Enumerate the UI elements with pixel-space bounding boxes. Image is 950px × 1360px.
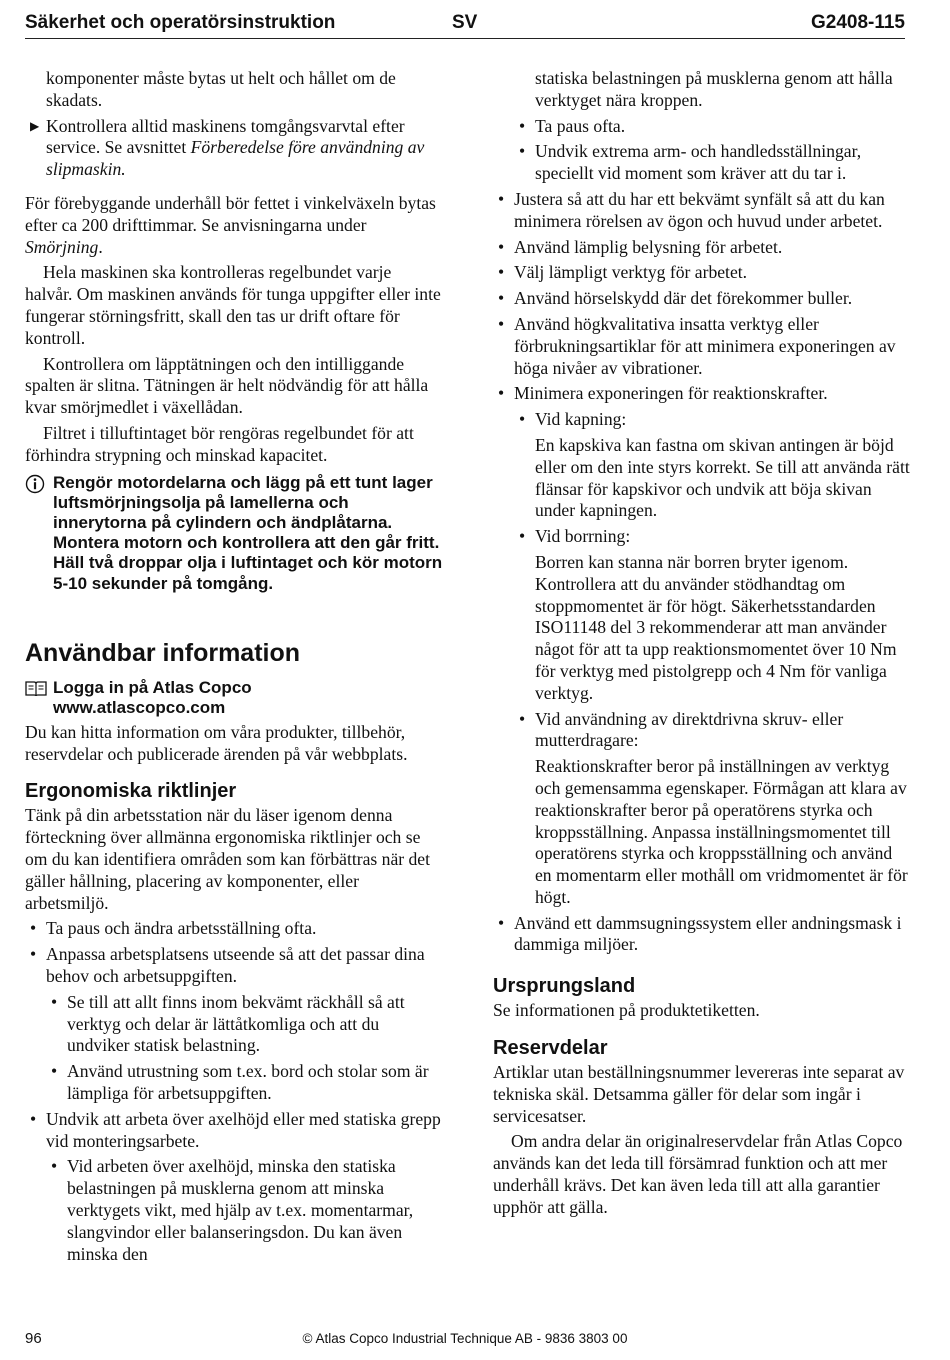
guideline-sublist <box>25 992 443 1105</box>
list-item <box>25 1061 443 1105</box>
section-heading: Ergonomiska riktlinjer <box>25 780 237 803</box>
paragraph: Artiklar utan beställningsnummer levereras inte separat av tekniska skäl. Detsamma gäller för delar som ingår i servicesatser. <box>493 1062 905 1126</box>
list-item <box>25 1109 443 1153</box>
info-note <box>25 473 443 594</box>
bullet-icon: • <box>51 1061 58 1082</box>
section-heading: Reservdelar <box>493 1037 608 1060</box>
paragraph: Se informationen på produktetiketten. <box>493 1000 760 1021</box>
info-icon <box>25 474 45 499</box>
document-title: Säkerhet och operatörsinstruktion <box>25 12 336 33</box>
bullet-icon: • <box>51 1156 58 1177</box>
list-item <box>493 409 911 431</box>
paragraph: statiska belastningen på musklerna genom att hålla verktyget nära kroppen. <box>535 68 893 110</box>
list-item-text: Ta paus och ändra arbetsställning ofta. <box>46 918 317 939</box>
list-item-text: Undvik extrema arm- och handledsställningar, speciellt vid moment som kräver att du tar i. <box>535 141 862 184</box>
paragraph-text: För förebyggande underhåll bör fettet i vinkelväxeln bytas efter ca 200 drifttimmar. Se anvisningarna under <box>25 192 436 235</box>
list-item <box>493 314 911 379</box>
list-item-text: Anpassa arbetsplatsens utseende så att det passar dina behov och arbetsuppgiften. <box>46 944 425 986</box>
instruction-text: Kontrollera alltid maskinens tomgångsvarvtal efter service. Se avsnittet <box>46 115 405 158</box>
list-item <box>493 288 911 310</box>
bullet-icon: • <box>30 1108 37 1129</box>
copyright-notice: © Atlas Copco Industrial Technique AB - 9836 3803 00 <box>302 1331 628 1346</box>
paragraph <box>25 193 443 258</box>
paragraph: Tänk på din arbetsstation när du läser igenom denna förteckning över allmänna ergonomiska riktlinjer och se om du kan identifiera områden som kan förbättras när det gäller hållning, placering av komponenter, eller arbetsmiljö. <box>25 805 431 913</box>
language-code: SV <box>452 12 478 33</box>
list-item-text: Vid borrning: <box>535 526 631 547</box>
list-item-text: Vid arbeten över axelhöjd, minska den statiska belastningen på musklerna genom att minska verktygets vikt, med hjälp av t.ex. momentarmar, slangvindor eller balanseringsdon. Du kan även minska den <box>67 1156 414 1264</box>
list-item-text: Vid användning av direktdrivna skruv- eller mutterdragare: <box>535 708 844 751</box>
bullet-icon: • <box>498 912 505 933</box>
list-item <box>493 383 911 405</box>
list-item <box>493 913 911 957</box>
section-reference: Smörjning <box>25 236 99 257</box>
list-item-text: Använd högkvalitativa insatta verktyg eller förbrukningsartiklar för att minimera exponeringen av höga nivåer av vibrationer. <box>514 313 896 378</box>
list-item <box>25 1156 443 1265</box>
guideline-list <box>493 189 911 405</box>
list-item-text: Minimera exponeringen för reaktionskrafter. <box>514 383 828 404</box>
list-item-text: Ta paus ofta. <box>535 115 626 136</box>
paragraph-text: . <box>98 236 103 257</box>
list-item <box>25 918 443 940</box>
guideline-list <box>25 1109 443 1153</box>
list-item <box>493 116 911 138</box>
paragraph: Kontrollera om läpptätningen och den intilliggande spalten är slitna. Tätningen är helt nödvändig för att hålla kvar smörjmedlet i växellådan. <box>25 353 429 418</box>
guideline-sublist <box>493 116 911 185</box>
bullet-icon: • <box>51 991 58 1012</box>
bullet-icon: • <box>498 262 505 283</box>
list-item-text: Se till att allt finns inom bekvämt räckhåll så att verktyg och delar är lättåtkomliga och att du undviker statisk belastning. <box>67 991 405 1056</box>
guideline-sublist <box>25 1156 443 1265</box>
bullet-icon: • <box>519 141 526 162</box>
paragraph: Du kan hitta information om våra produkter, tillbehör, reservdelar och publicerade ärenden på vår webbplats. <box>25 721 408 764</box>
paragraph: Hela maskinen ska kontrolleras regelbundet varje halvår. Om maskinen används för tunga uppgifter eller inte fungerar störningsfritt, skall den tas ur drift oftare för kontroll. <box>25 262 441 348</box>
list-item <box>25 992 443 1057</box>
bullet-icon: • <box>498 313 505 334</box>
list-item <box>25 944 443 988</box>
section-reference: Förberedelse före användning av slipmaskin. <box>46 137 425 180</box>
guideline-sublist <box>493 709 911 753</box>
paragraph: Filtret i tilluftintaget bör rengöras regelbundet för att förhindra strypning och minskad kapacitet. <box>25 422 414 465</box>
page-header <box>25 10 905 39</box>
paragraph: Om andra delar än originalreservdelar från Atlas Copco används kan det leda till försämrad funktion och att mer underhåll krävs. Det kan även leda till att alla garantier upphör att gälla. <box>493 1131 903 1217</box>
left-column <box>25 68 443 1269</box>
note-text: Rengör motordelarna och lägg på ett tunt lager luftsmörjningsolja på lamellerna och innerytorna på cylindern och ändplåtarna. Montera motorn och kontrollera att den går fritt. Häll två droppar olja i luftintaget och kör motorn 5-10 sekunder på tomgång. <box>53 472 443 593</box>
guideline-list <box>493 913 911 957</box>
list-item <box>493 141 911 185</box>
guideline-sublist <box>493 409 911 431</box>
bullet-icon: • <box>519 708 526 729</box>
guideline-sublist <box>493 526 911 548</box>
right-column <box>493 68 911 1223</box>
page-number: 96 <box>25 1330 42 1347</box>
bullet-icon: • <box>498 236 505 257</box>
list-item <box>493 189 911 233</box>
bullet-icon: • <box>519 115 526 136</box>
list-item <box>493 709 911 753</box>
section-heading: Användbar information <box>25 638 301 667</box>
list-item-text: Använd lämplig belysning för arbetet. <box>514 236 783 257</box>
login-reference <box>25 678 443 718</box>
book-icon <box>25 679 47 702</box>
list-item-text: Vid kapning: <box>535 409 627 430</box>
instruction-step <box>25 116 443 181</box>
list-item-text: Undvik att arbeta över axelhöjd eller med statiska grepp vid monteringsarbete. <box>46 1108 441 1151</box>
bullet-icon: • <box>519 409 526 430</box>
paragraph: Borren kan stanna när borren bryter igenom. Kontrollera att du använder stödhandtag om stoppmomentet är för högt. Säkerhetsstandarden ISO11148 del 3 rekommenderar att man använder något för att ta upp reaktionsmomentet över 10 Nm för verktyg med pistolgrepp och 4 Nm för vanliga verktyg. <box>535 551 897 703</box>
document-code: G2408-115 <box>810 12 905 33</box>
list-item <box>493 526 911 548</box>
list-item-text: Använd utrustning som t.ex. bord och stolar som är lämpliga för arbetsuppgiften. <box>67 1061 429 1103</box>
bullet-icon: • <box>498 288 505 309</box>
bullet-icon: • <box>30 918 37 939</box>
bullet-icon: • <box>30 944 37 965</box>
paragraph: komponenter måste bytas ut helt och hållet om de skadats. <box>46 68 396 110</box>
list-item-text: Använd hörselskydd där det förekommer buller. <box>514 288 853 309</box>
guideline-list <box>25 918 443 987</box>
login-text: Logga in på Atlas Copco <box>53 677 252 697</box>
paragraph: Reaktionskrafter beror på inställningen av verktyg och gemensamma egenskaper. Förmågan att klara av reaktionskrafter beror på operatörens styrka och kroppsställning. Anpassa inställningsmomentet till operatörens styrka och kroppsställning och använd en momentarm eller mothåll om vridmomentet är för högt. <box>535 756 908 907</box>
list-item-text: Välj lämpligt verktyg för arbetet. <box>514 262 748 283</box>
website-link[interactable]: www.atlascopco.com <box>53 697 226 717</box>
list-item-text: Använd ett dammsugningssystem eller andningsmask i dammiga miljöer. <box>514 912 902 955</box>
paragraph: En kapskiva kan fastna om skivan antingen är böjd eller om den inte styrs korrekt. Se till att använda rätt flänsar för kapskivor och undvik att böja skivan under kapningen. <box>535 434 910 521</box>
list-item <box>493 262 911 284</box>
section-heading: Ursprungsland <box>493 975 636 998</box>
list-item-text: Justera så att du har ett bekvämt synfält så att du kan minimera rörelsen av ögon och huvud under arbetet. <box>514 188 885 231</box>
list-item <box>493 237 911 259</box>
bullet-icon: • <box>498 188 505 209</box>
arrow-right-icon: ▶ <box>30 118 40 133</box>
bullet-icon: • <box>519 526 526 547</box>
bullet-icon: • <box>498 383 505 404</box>
